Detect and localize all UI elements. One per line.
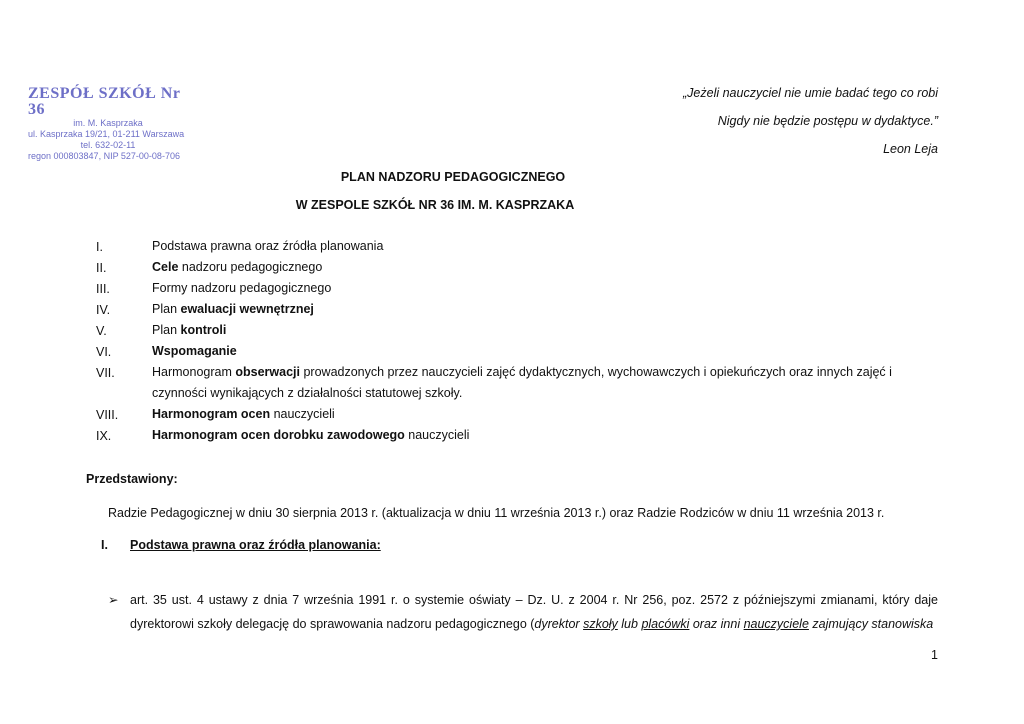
bullet-arrow-icon: ➢ [108, 593, 119, 607]
toc-item-number: VIII. [96, 408, 119, 422]
toc-item-text: nauczycieli [404, 428, 470, 442]
toc-item [152, 257, 938, 278]
toc-item-text: Harmonogram ocen [152, 407, 271, 421]
toc-item [152, 404, 938, 425]
toc-item-text: obserwacji [235, 365, 300, 379]
document-subtitle: W ZESPOLE SZKÓŁ NR 36 IM. M. KASPRZAKA [295, 198, 575, 212]
presented-heading: Przedstawiony: [86, 472, 178, 486]
toc-item-number: IX. [96, 429, 112, 443]
toc-item [152, 278, 938, 299]
underlined-term: nauczyciele [743, 617, 809, 631]
toc-item-number: VI. [96, 345, 112, 359]
toc-item-text: Cele [152, 260, 179, 274]
italic-text: oraz inni [689, 617, 744, 631]
stamp-line-5: regon 000803847, NIP 527-00-08-706 [28, 151, 180, 161]
presented-text: Radzie Pedagogicznej w dniu 30 sierpnia 2013 r. (aktualizacja w dniu 11 września 2013 r.) oraz Radzie Rodziców w dniu 11 września 2013 r. [108, 506, 885, 520]
toc-item-text: Harmonogram ocen dorobku zawodowego [152, 428, 405, 442]
quote-line-1: „Jeżeli nauczyciel nie umie badać tego co robi [683, 86, 938, 100]
italic-text: zajmujący stanowiska [808, 617, 934, 631]
toc-item-number: II. [96, 261, 107, 275]
toc-item-text: Harmonogram [152, 365, 236, 379]
underlined-term: placówki [641, 617, 690, 631]
quote-line-2: Nigdy nie będzie postępu w dydaktyce.” [717, 114, 938, 128]
toc-item-number: IV. [96, 303, 111, 317]
toc-item [152, 425, 938, 446]
document-title: PLAN NADZORU PEDAGOGICZNEGO [340, 170, 566, 184]
stamp-line-4: tel. 632-02-11 [80, 140, 136, 150]
bullet-paragraph [130, 588, 938, 636]
toc-item-text: Plan [152, 302, 181, 316]
page-number: 1 [931, 648, 938, 662]
section-heading: Podstawa prawna oraz źródła planowania: [130, 538, 381, 552]
toc-item [152, 299, 938, 320]
toc-item-number: I. [96, 240, 103, 254]
stamp-line-1: ZESPÓŁ SZKÓŁ Nr 36 [28, 85, 181, 118]
toc-item [152, 320, 938, 341]
toc-item-text: Podstawa prawna oraz źródła planowania [152, 239, 384, 253]
toc-item-text: Wspomaganie [152, 344, 237, 358]
toc-item-text: prowadzonych przez nauczycieli zajęć dydaktycznych, wychowawczych i opiekuńczych oraz innych zajęć i czynności wynikających z działalności statutowej szkoły. [152, 365, 892, 400]
toc-item [152, 236, 938, 257]
italic-text: lub [617, 617, 642, 631]
quote-author: Leon Leja [883, 142, 938, 156]
toc-item-text: nadzoru pedagogicznego [178, 260, 323, 274]
school-stamp [28, 86, 198, 162]
toc-item-text: Plan [152, 323, 181, 337]
stamp-line-2: im. M. Kasprzaka [73, 118, 143, 128]
toc-item [152, 362, 938, 404]
italic-text: dyrektor [534, 617, 584, 631]
toc-item-text: kontroli [180, 323, 227, 337]
toc-item-text: nauczycieli [270, 407, 335, 421]
underlined-term: szkoły [583, 617, 618, 631]
toc-item-text: ewaluacji wewnętrznej [180, 302, 314, 316]
stamp-line-3: ul. Kasprzaka 19/21, 01-211 Warszawa [28, 129, 185, 139]
toc-item-text: Formy nadzoru pedagogicznego [152, 281, 332, 295]
toc-item-number: III. [96, 282, 110, 296]
bullet-text: art. 35 ust. 4 ustawy z dnia 7 września 1991 r. o systemie oświaty – Dz. U. z 2004 r. Nr 256, poz. 2572 z późniejszymi zmianami, który daje dyrektorowi szkoły delegację do sprawowania nadzoru pedagogicznego ( [130, 593, 938, 631]
toc-item-number: VII. [96, 366, 115, 380]
toc-item [152, 341, 938, 362]
section-number: I. [101, 538, 108, 552]
toc-item-number: V. [96, 324, 107, 338]
